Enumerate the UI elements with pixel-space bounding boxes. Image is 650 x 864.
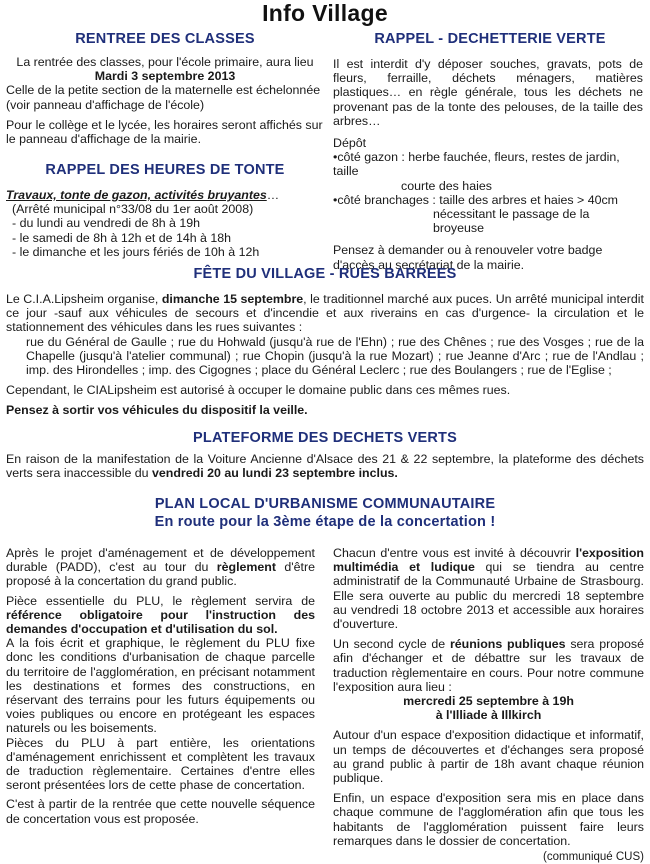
dechetterie-gazon-1: •côté gazon : herbe fauchée, fleurs, restes de jardin, taille (333, 150, 620, 179)
fete-text-2: Cependant, le CIALipsheim est autorisé à occuper le domaine public dans ces mêmes rues. (6, 383, 511, 398)
plateforme-dates: vendredi 20 au lundi 23 septembre inclus. (152, 466, 398, 481)
rentree-text-2b: (voir panneau d'affichage de l'école) (6, 97, 205, 112)
dechetterie-text-1: Il est interdit d'y déposer souches, gravats, pots de fleurs, ferraille, déchets ménagers, matières plastiques… en règle générale, tous les déchets ne provenant pas de la tonte des pelouses, de la taille des arbres… (333, 57, 643, 128)
tonte-heading: RAPPEL DES HEURES DE TONTE (45, 162, 285, 178)
plu-right-date-1: mercredi 25 septembre à 19h (403, 694, 574, 709)
fete-text-1c: , le traditionnel marché aux puces. Un arrêté municipal interdit ce jour -sauf aux véhicules de secours et d'incendie et aux riverains en cas d'urgence- la circulation et le stationnement des véhicules dans les rues suivantes : (6, 292, 644, 335)
rentree-text-2a: Celle de la petite section de la maternelle est échelonnée (6, 83, 321, 98)
plateforme-text-a: En raison de la manifestation de la Voiture Ancienne d'Alsace des 21 & 22 septembre, la plateforme des déchets verts sera inaccessible du (6, 452, 644, 481)
plu-left-4: Pièces du PLU à part entière, les orientations d'aménagement enrichissent et complètent les travaux de traduction règlementaire. Certaines d'entre elles seront présentées lors de cette phase de concertation. (6, 735, 315, 793)
dechetterie-depot-label: Dépôt (333, 136, 367, 151)
plu-left-1a: Après le projet d'aménagement et de développement durable (PADD), c'est au tour du (6, 546, 315, 575)
tonte-line-2: - le samedi de 8h à 12h et de 14h à 18h (12, 230, 232, 245)
dechetterie-branch-2: nécessitant le passage de la broyeuse (433, 207, 590, 236)
page-title: Info Village (262, 0, 388, 26)
fete-section (6, 292, 644, 418)
plu-right-1b: l'exposition multimédia et ludique (333, 546, 644, 575)
plu-heading-1: PLAN LOCAL D'URBANISME COMMUNAUTAIRE (154, 496, 496, 512)
plu-left-3: A la fois écrit et graphique, le règlement du PLU fixe donc les conditions d'urbanisation de chaque parcelle du territoire de l'agglomération, en précisant notamment les destinations et formes des constructions, en réservant des terrains pour les futurs équipements ou voies publiques ou encore en protégeant les espaces naturels ou les boisements. (6, 636, 315, 736)
fete-rues: rue du Général de Gaulle ; rue du Hohwald (jusqu'à rue de l'Ehn) ; rue des Chênes ; rue des Vosges ; rue de la Chapelle (jusqu'à l'atelier communal) ; rue Chopin (jusqu'à la rue Mozart) ; rue Jeanne d'Arc ; rue de l'Andlau ; imp. des Hirondelles ; imp. des Cigognes ; place du Général Leclerc ; rue des Boulangers ; rue de l'Eglise ; (26, 334, 644, 378)
plateforme-section (6, 452, 644, 480)
plu-right-1c: qui se tiendra au centre administratif de la Communauté Urbaine de Strasbourg. Elle sera ouverte au public du mercredi 18 septembre au vendredi 18 octobre 2013 et accessible aux horaires d'ouverture. (333, 560, 644, 632)
dechetterie-gazon-2: courte des haies (401, 178, 492, 193)
plu-heading-2: En route pour la 3ème étape de la concertation ! (154, 514, 496, 530)
plu-right-4: Enfin, un espace d'exposition sera mis en place dans chaque commune de l'agglomération afin que tous les habitants de l'agglomération puissent faire leurs remarques dans le dossier de concertation. (333, 791, 644, 848)
plu-signature: (communiqué CUS) (543, 851, 644, 864)
rentree-date: Mardi 3 septembre 2013 (94, 69, 236, 84)
tonte-section (6, 188, 324, 259)
plu-right-2c: sera proposé afin d'échanger et de débattre sur les travaux de traduction règlementaire en cours. Pour notre commune l'exposition aura lieu : (333, 637, 645, 694)
fete-date: dimanche 15 septembre (161, 292, 304, 306)
plu-left-column (6, 546, 315, 826)
tonte-line-1: - du lundi au vendredi de 8h à 19h (12, 216, 201, 231)
plu-left-5: C'est à partir de la rentrée que cette nouvelle séquence de concertation vous est proposée. (6, 797, 315, 826)
plu-left-1b: règlement (216, 560, 276, 575)
plu-right-date-2: à l'Illiade à Illkirch (435, 708, 542, 723)
dechetterie-badge: Pensez à demander ou à renouveler votre badge d'accès au secrétariat de la mairie. (333, 243, 603, 272)
rentree-text-1: La rentrée des classes, pour l'école primaire, aura lieu (16, 55, 314, 69)
plu-right-2a: Un second cycle de (333, 637, 450, 652)
plu-right-column (333, 546, 644, 864)
fete-text-3: Pensez à sortir vos véhicules du dispositif la veille. (6, 403, 308, 418)
plu-right-2b: réunions publiques (449, 637, 566, 652)
tonte-arrete: (Arrêté municipal n°33/08 du 1er août 2008) (12, 202, 254, 217)
fete-heading: FÊTE DU VILLAGE - RUES BARREES (193, 266, 457, 282)
plu-right-1a: Chacun d'entre vous est invité à découvrir (333, 546, 576, 560)
plateforme-heading: PLATEFORME DES DECHETS VERTS (193, 430, 457, 446)
tonte-ellipsis: … (266, 188, 280, 202)
plu-left-2a: Pièce essentielle du PLU, le règlement servira de (6, 593, 315, 608)
tonte-subtitle: Travaux, tonte de gazon, activités bruyantes (6, 188, 267, 202)
plu-left-2b: référence obligatoire pour l'instruction des demandes d'occupation et d'utilisation du sol. (6, 607, 315, 637)
dechetterie-section (333, 57, 643, 272)
plu-right-3: Autour d'un espace d'exposition didactique et informatif, un temps de découvertes et d'échanges sera proposé au grand public à partir de 18h avant chaque réunion publique. (333, 728, 644, 786)
plu-left-1c: d'être proposé à la concertation du grand public. (6, 560, 315, 589)
rentree-text-3: Pour le collège et le lycée, les horaires seront affichés sur le panneau d'affichage de la mairie. (6, 117, 323, 147)
dechetterie-branch-1: •côté branchages : taille des arbres et haies > 40cm (333, 192, 619, 207)
rentree-section (6, 55, 324, 146)
tonte-line-3: - le dimanche et les jours fériés de 10h à 12h (12, 244, 260, 259)
rentree-heading: RENTREE DES CLASSES (75, 31, 255, 47)
fete-text-1a: Le C.I.A.Lipsheim organise, (6, 292, 162, 306)
dechetterie-heading: RAPPEL - DECHETTERIE VERTE (374, 31, 606, 47)
